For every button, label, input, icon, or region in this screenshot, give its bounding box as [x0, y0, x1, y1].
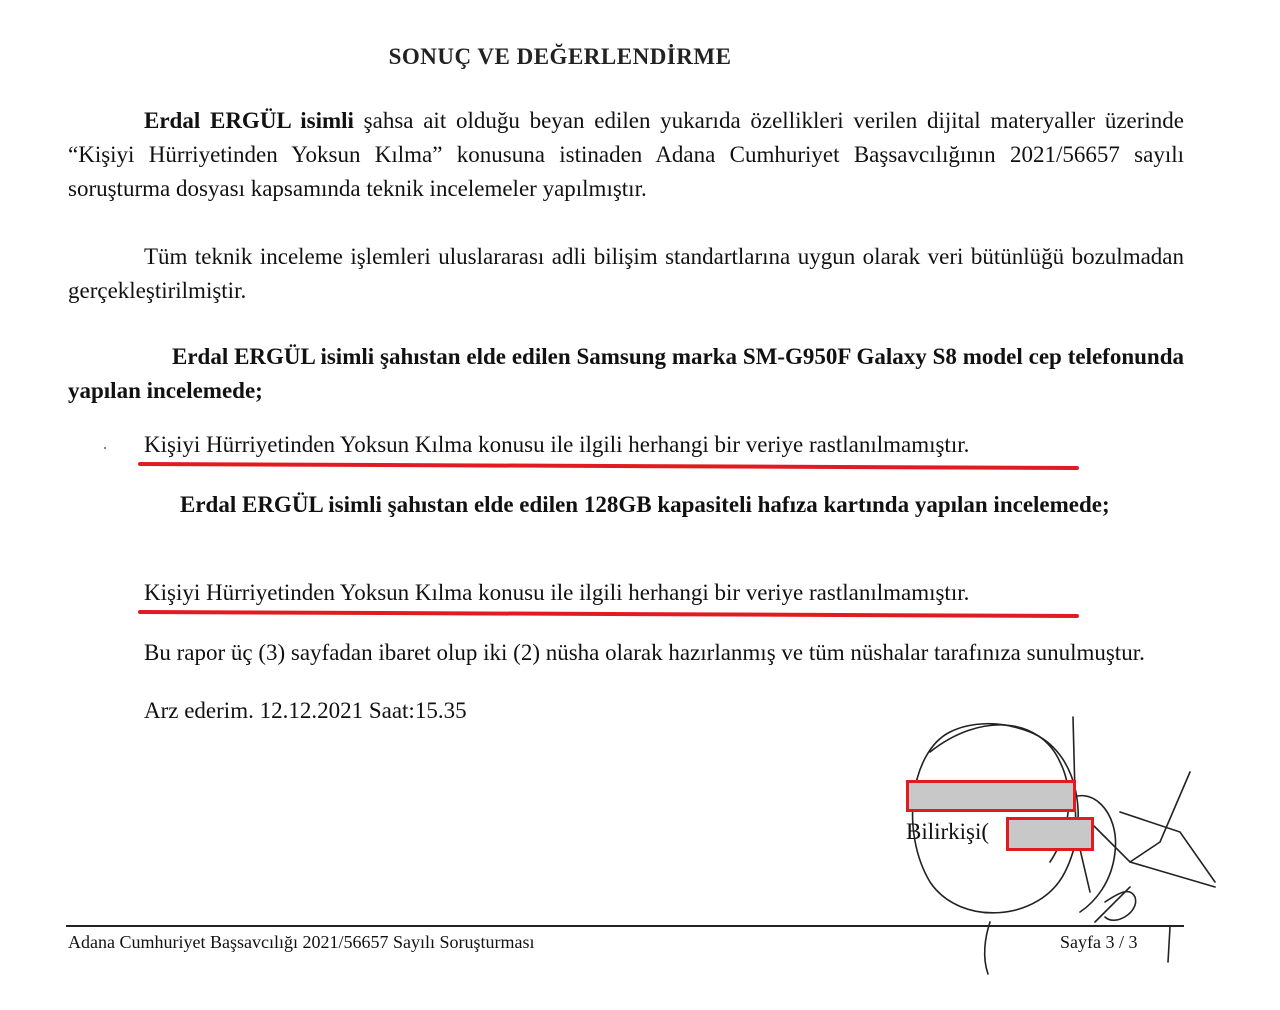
paragraph-report-pages [68, 638, 1184, 668]
footer-page-number: Sayfa 3 / 3 [1060, 932, 1138, 952]
subject-name: Erdal ERGÜL isimli [144, 108, 354, 133]
paragraph-report-pages-text: Bu rapor üç (3) sayfadan ibaret olup iki (2) nüsha olarak hazırlanmış ve tüm nüshalar tarafınıza sunulmuştur. [144, 640, 1145, 665]
paragraph-memory-card-examination [68, 488, 1184, 522]
paragraph-standards [68, 240, 1184, 308]
stray-dot [104, 447, 106, 449]
paragraph-investigation-summary [68, 104, 1184, 206]
red-highlight-underline [138, 610, 1079, 618]
paragraph-investigation-text: şahsa ait olduğu beyan edilen yukarıda özellikleri verilen dijital materyaller üzerinde “Kişiyi Hürriyetinden Yoksun Kılma” konusuna istinaden Adana Cumhuriyet Başsavcılığının 2021/56657 sayılı soruşturma dosyası kapsamında teknik incelemeler yapılmıştır. [68, 108, 1184, 201]
finding-phone: Kişiyi Hürriyetinden Yoksun Kılma konusu ile ilgili herhangi bir veriye rastlanılmamıştır. [144, 432, 970, 457]
redaction-box [1006, 817, 1094, 851]
paragraph-phone-examination [68, 340, 1184, 408]
redaction-box [906, 780, 1076, 812]
expert-signature-label: Bilirkişi( [906, 819, 990, 844]
red-highlight-underline [138, 462, 1079, 470]
closing-date: Arz ederim. 12.12.2021 Saat:15.35 [144, 698, 467, 723]
document-title: SONUÇ VE DEĞERLENDİRME [388, 44, 732, 69]
footer-divider [66, 925, 1184, 927]
footer-case-reference: Adana Cumhuriyet Başsavcılığı 2021/56657 Sayılı Soruşturması [68, 932, 535, 952]
paragraph-memory-card-text: Erdal ERGÜL isimli şahıstan elde edilen 128GB kapasiteli hafıza kartında yapılan incelemede; [180, 492, 1110, 517]
finding-memory-card: Kişiyi Hürriyetinden Yoksun Kılma konusu ile ilgili herhangi bir veriye rastlanılmamıştır. [144, 580, 970, 605]
paragraph-phone-text: Erdal ERGÜL isimli şahıstan elde edilen Samsung marka SM-G950F Galaxy S8 model cep telefonunda yapılan incelemede; [68, 344, 1184, 403]
paragraph-standards-text: Tüm teknik inceleme işlemleri uluslararası adli bilişim standartlarına uygun olarak veri bütünlüğü bozulmadan gerçekleştirilmiştir. [68, 244, 1184, 303]
